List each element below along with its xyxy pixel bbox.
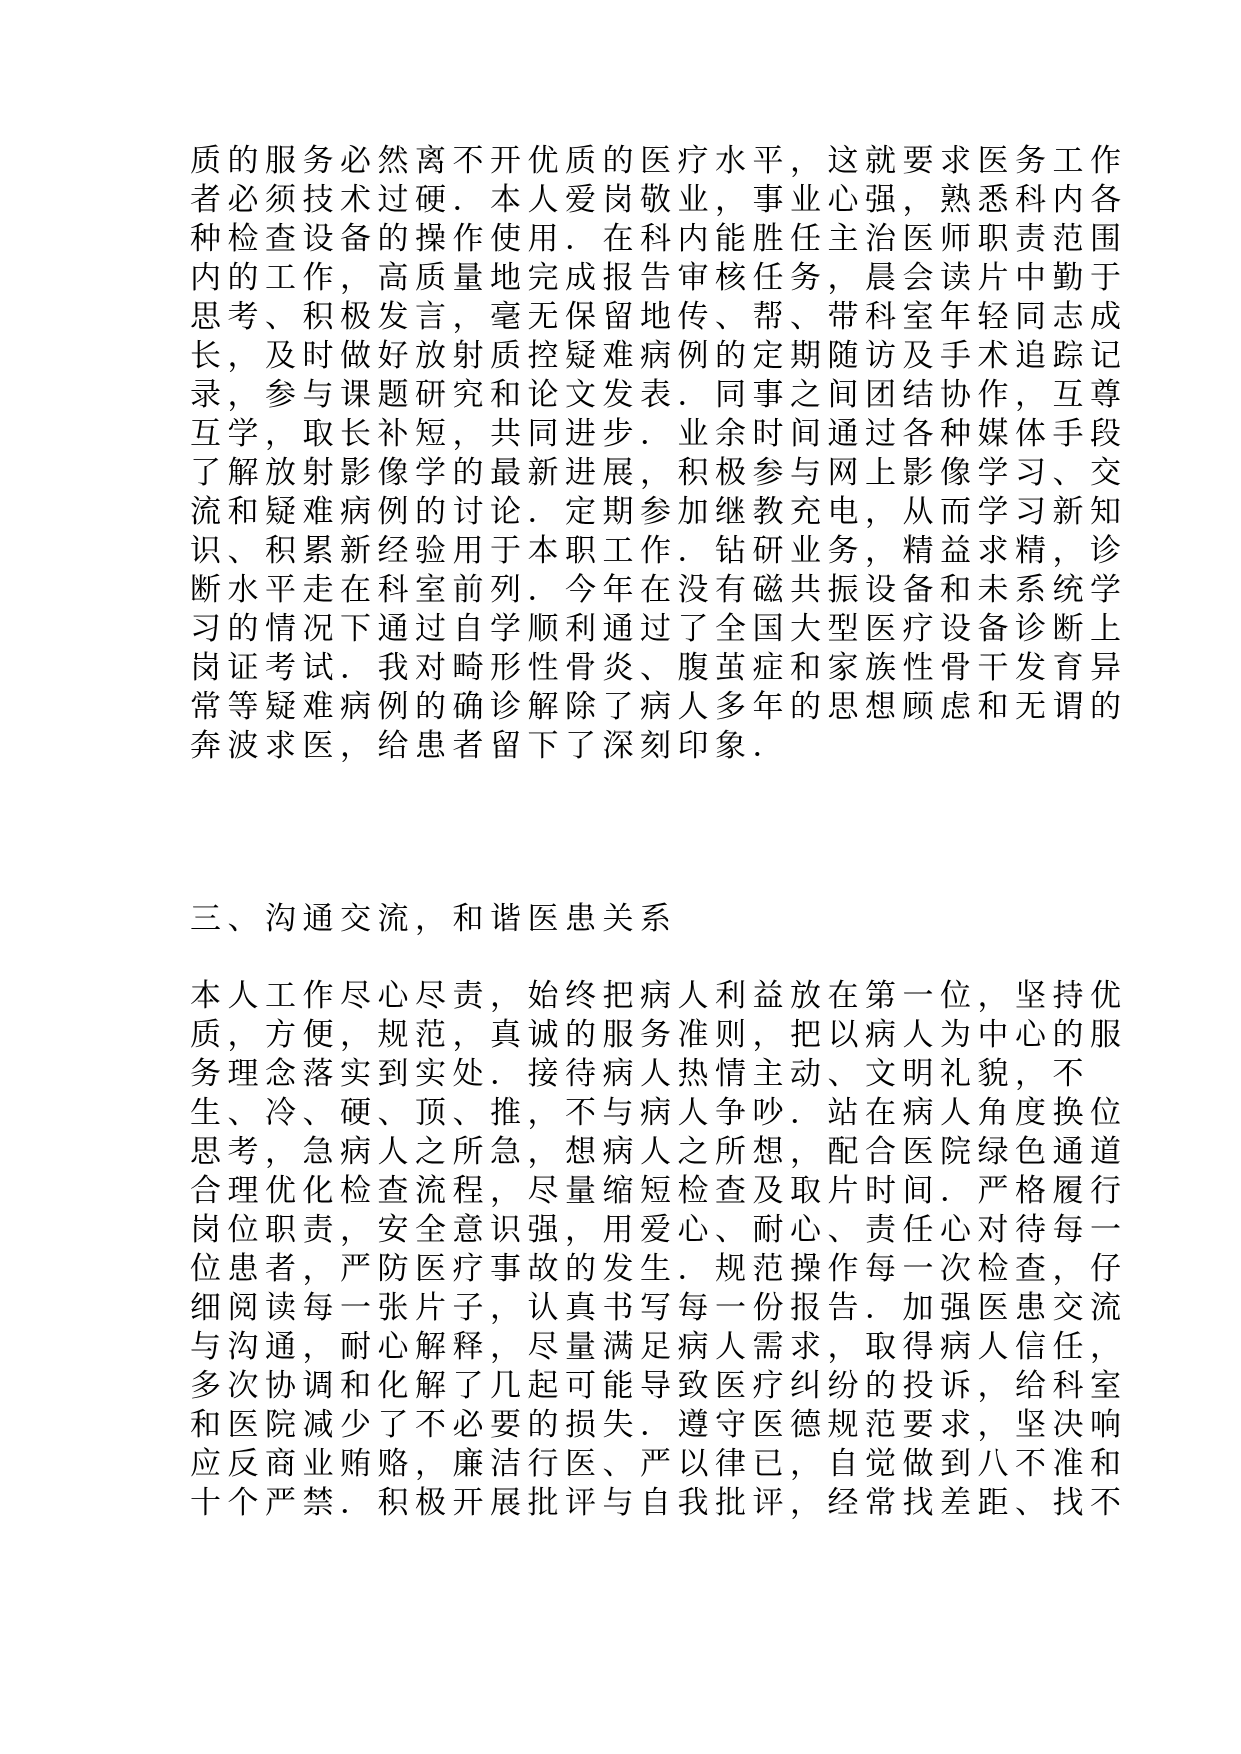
paragraph-line: 质的服务必然离不开优质的医疗水平，这就要求医务工作 xyxy=(190,143,1128,179)
paragraph-line: 本人工作尽心尽责，始终把病人利益放在第一位，坚持优 xyxy=(190,978,1128,1014)
paragraph-line: 多次协调和化解了几起可能导致医疗纠纷的投诉，给科室 xyxy=(190,1368,1128,1404)
paragraph-service-quality xyxy=(190,142,1128,766)
paragraph-line: 合理优化检查流程，尽量缩短检查及取片时间．严格履行 xyxy=(190,1173,1128,1209)
paragraph-line: 断水平走在科室前列．今年在没有磁共振设备和未系统学 xyxy=(190,572,1128,608)
paragraph-line: 位患者，严防医疗事故的发生．规范操作每一次检查，仔 xyxy=(190,1251,1128,1287)
paragraph-line: 习的情况下通过自学顺利通过了全国大型医疗设备诊断上 xyxy=(190,611,1128,647)
paragraph-line: 思考，急病人之所急，想病人之所想，配合医院绿色通道 xyxy=(190,1134,1128,1170)
paragraph-line: 质，方便，规范，真诚的服务准则，把以病人为中心的服 xyxy=(190,1017,1128,1053)
paragraph-line: 思考、积极发言，毫无保留地传、帮、带科室年轻同志成 xyxy=(190,299,1128,335)
paragraph-line: 细阅读每一张片子，认真书写每一份报告．加强医患交流 xyxy=(190,1290,1128,1326)
paragraph-line: 长，及时做好放射质控疑难病例的定期随访及手术追踪记 xyxy=(190,338,1128,374)
paragraph-communication xyxy=(190,977,1128,1523)
paragraph-line: 流和疑难病例的讨论．定期参加继教充电，从而学习新知 xyxy=(190,494,1128,530)
section-heading: 三、沟通交流，和谐医患关系 xyxy=(190,901,678,937)
paragraph-line: 识、积累新经验用于本职工作．钻研业务，精益求精，诊 xyxy=(190,533,1128,569)
paragraph-line: 十个严禁．积极开展批评与自我批评，经常找差距、找不 xyxy=(190,1485,1128,1521)
paragraph-line: 种检查设备的操作使用．在科内能胜任主治医师职责范围 xyxy=(190,221,1128,257)
paragraph-line: 与沟通，耐心解释，尽量满足病人需求，取得病人信任， xyxy=(190,1329,1128,1365)
paragraph-line: 岗位职责，安全意识强，用爱心、耐心、责任心对待每一 xyxy=(190,1212,1128,1248)
paragraph-line: 录，参与课题研究和论文发表．同事之间团结协作，互尊 xyxy=(190,377,1128,413)
paragraph-line: 岗证考试．我对畸形性骨炎、腹茧症和家族性骨干发育异 xyxy=(190,650,1128,686)
paragraph-line: 和医院减少了不必要的损失．遵守医德规范要求，坚决响 xyxy=(190,1407,1128,1443)
paragraph-line: 应反商业贿赂，廉洁行医、严以律已，自觉做到八不准和 xyxy=(190,1446,1128,1482)
paragraph-line: 生、冷、硬、顶、推，不与病人争吵．站在病人角度换位 xyxy=(190,1095,1128,1131)
paragraph-line: 了解放射影像学的最新进展，积极参与网上影像学习、交 xyxy=(190,455,1128,491)
paragraph-line: 奔波求医，给患者留下了深刻印象． xyxy=(190,728,790,764)
paragraph-line: 内的工作，高质量地完成报告审核任务，晨会读片中勤于 xyxy=(190,260,1128,296)
paragraph-line: 常等疑难病例的确诊解除了病人多年的思想顾虑和无谓的 xyxy=(190,689,1128,725)
paragraph-line: 互学，取长补短，共同进步．业余时间通过各种媒体手段 xyxy=(190,416,1128,452)
paragraph-line: 者必须技术过硬．本人爱岗敬业，事业心强，熟悉科内各 xyxy=(190,182,1128,218)
paragraph-line: 务理念落实到实处．接待病人热情主动、文明礼貌，不 xyxy=(190,1056,1090,1092)
